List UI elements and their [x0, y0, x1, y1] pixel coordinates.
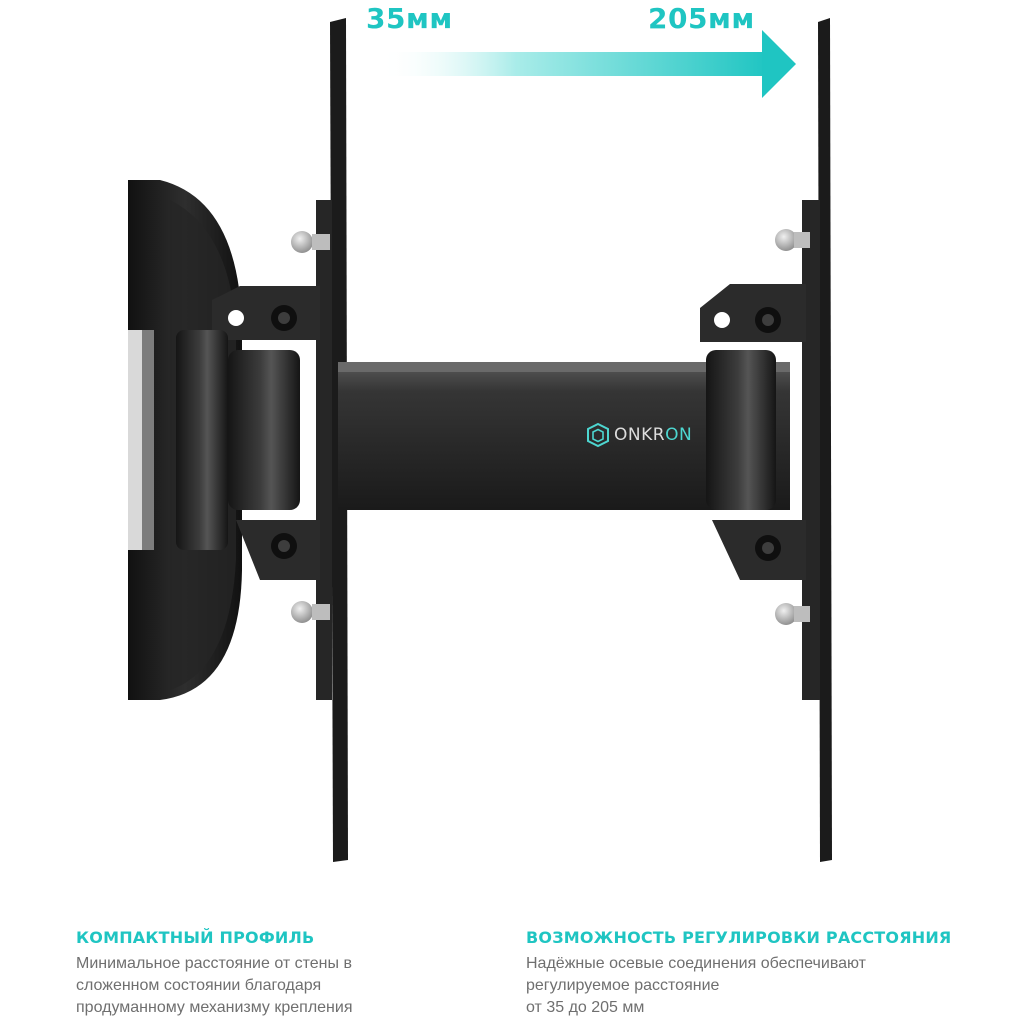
max-distance-label: 205мм [648, 2, 755, 35]
feature-title: КОМПАКТНЫЙ ПРОФИЛЬ [76, 928, 315, 947]
brand-name-part2: ON [665, 425, 693, 445]
brand-logo [586, 422, 692, 448]
distance-arrow [380, 30, 796, 98]
brand-name [614, 425, 692, 445]
feature-line: сложенном состоянии благодаря [76, 977, 322, 994]
feature-line: от 35 до 205 мм [526, 999, 645, 1016]
brand-name-part1: ONKR [614, 425, 666, 445]
min-distance-label: 35мм [366, 2, 453, 35]
feature-compact-profile [76, 928, 406, 1019]
feature-line: регулируемое расстояние [526, 977, 720, 994]
onkron-cube-icon [586, 422, 610, 448]
feature-title: ВОЗМОЖНОСТЬ РЕГУЛИРОВКИ РАССТОЯНИЯ [526, 928, 952, 947]
tv-plate-extended [700, 18, 832, 862]
feature-description [76, 953, 406, 1019]
feature-line: продуманному механизму крепления [76, 999, 353, 1016]
feature-line: Минимальное расстояние от стены в [76, 955, 352, 972]
feature-distance-adjustment [526, 928, 966, 1019]
feature-line: Надёжные осевые соединения обеспечивают [526, 955, 867, 972]
feature-description [526, 953, 936, 1019]
